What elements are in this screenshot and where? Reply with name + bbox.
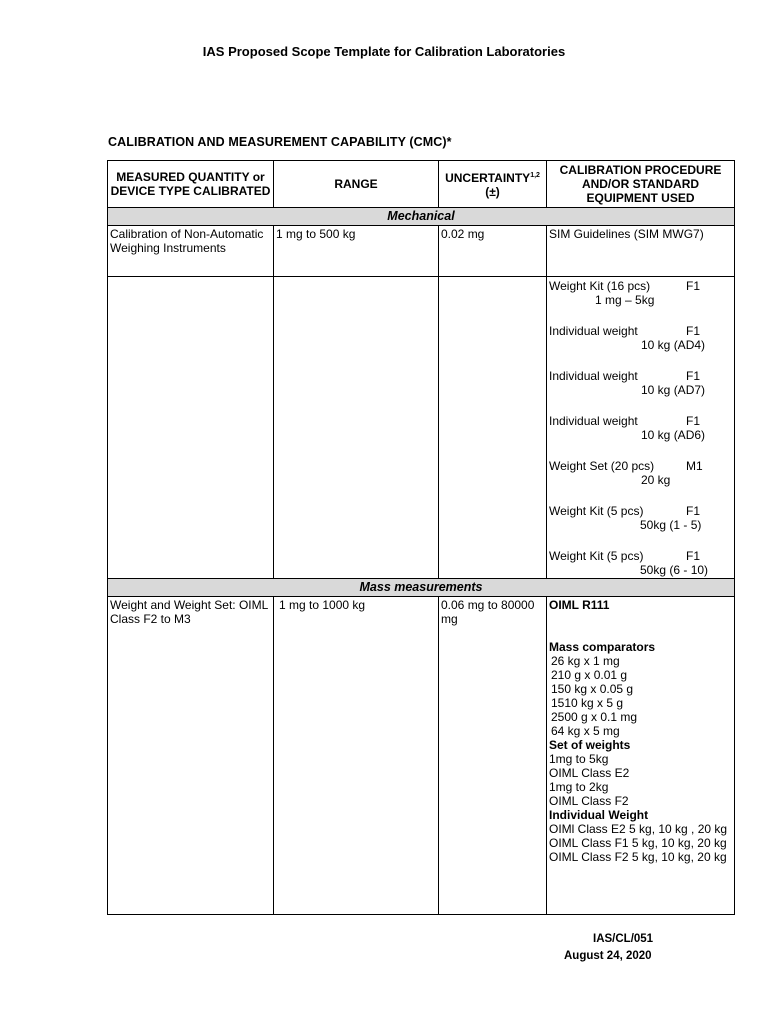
equipment-name: Weight Set (20 pcs)	[549, 459, 655, 473]
comparators-heading: Mass comparators	[549, 640, 656, 654]
header-uncertainty-footnote: 1,2	[530, 172, 540, 179]
header-range: RANGE	[274, 161, 439, 208]
section-title: CALIBRATION AND MEASUREMENT CAPABILITY (CMC)*	[108, 135, 452, 149]
document-code: IAS/CL/051	[593, 933, 654, 945]
equipment-class: F1	[686, 279, 701, 293]
equipment-range: 10 kg (AD6)	[641, 428, 706, 442]
equipment-class: F1	[686, 549, 701, 563]
cell-range: 1 mg to 1000 kg	[274, 597, 439, 915]
comparator-item: 64 kg x 5 mg	[551, 724, 620, 738]
header-uncertainty	[439, 161, 547, 208]
comparator-item: 210 g x 0.01 g	[551, 668, 628, 682]
equipment-name: Weight Kit (5 pcs)	[549, 549, 644, 563]
set-of-weights-line: OIML Class F2	[549, 794, 629, 808]
category-row-mechanical	[108, 208, 735, 226]
set-of-weights-line: 1mg to 5kg	[549, 752, 609, 766]
cell-uncertainty: 0.02 mg	[439, 226, 547, 277]
category-mass-measurements: Mass measurements	[108, 579, 735, 597]
cell-quantity-empty	[108, 277, 274, 579]
category-mechanical: Mechanical	[108, 208, 735, 226]
document-title: IAS Proposed Scope Template for Calibration Laboratories	[202, 44, 566, 59]
cell-procedure	[547, 597, 735, 915]
header-uncertainty-sign: (±)	[485, 185, 500, 199]
equipment-item	[549, 459, 732, 487]
equipment-class: F1	[686, 369, 701, 383]
equipment-item	[549, 279, 732, 307]
cell-quantity: Calibration of Non-Automatic Weighing Instruments	[108, 226, 274, 277]
cell-procedure: SIM Guidelines (SIM MWG7)	[547, 226, 735, 277]
equipment-class: M1	[686, 459, 703, 473]
cmc-table	[107, 160, 735, 915]
cell-range: 1 mg to 500 kg	[274, 226, 439, 277]
document-date: August 24, 2020	[564, 950, 652, 962]
comparator-item: 26 kg x 1 mg	[551, 654, 620, 668]
equipment-range: 10 kg (AD4)	[641, 338, 706, 352]
equipment-range: 50kg (6 - 10)	[640, 563, 709, 577]
individual-weight-line: OIMl Class E2 5 kg, 10 kg , 20 kg	[549, 822, 728, 836]
equipment-class: F1	[686, 504, 701, 518]
equipment-range: 1 mg – 5kg	[595, 293, 655, 307]
equipment-range: 10 kg (AD7)	[641, 383, 706, 397]
cell-uncertainty-empty	[439, 277, 547, 579]
table-row	[108, 226, 735, 277]
individual-weight-line: OIML Class F1 5 kg, 10 kg, 20 kg	[549, 836, 727, 850]
cell-uncertainty: 0.06 mg to 80000 mg	[439, 597, 547, 915]
header-uncertainty-label: UNCERTAINTY	[445, 171, 531, 185]
equipment-item	[549, 324, 732, 352]
cell-range-empty	[274, 277, 439, 579]
header-row	[108, 161, 735, 208]
standard-label: OIML R111	[549, 598, 610, 612]
equipment-range: 20 kg	[641, 473, 671, 487]
header-quantity: MEASURED QUANTITY or DEVICE TYPE CALIBRATED	[108, 161, 274, 208]
equipment-name: Weight Kit (16 pcs)	[549, 279, 651, 293]
equipment-class: F1	[686, 324, 701, 338]
equipment-item	[549, 369, 732, 397]
individual-weight-line: OIML Class F2 5 kg, 10 kg, 20 kg	[549, 850, 727, 864]
header-procedure: CALIBRATION PROCEDURE AND/OR STANDARD EQUIPMENT USED	[547, 161, 735, 208]
cell-quantity: Weight and Weight Set: OIML Class F2 to M3	[108, 597, 274, 915]
set-of-weights-heading: Set of weights	[549, 738, 631, 752]
set-of-weights-line: 1mg to 2kg	[549, 780, 609, 794]
equipment-name: Individual weight	[549, 414, 638, 428]
equipment-item	[549, 414, 732, 442]
comparator-item: 150 kg x 0.05 g	[551, 682, 634, 696]
equipment-range: 50kg (1 - 5)	[640, 518, 702, 532]
equipment-name: Individual weight	[549, 324, 638, 338]
set-of-weights-line: OIML Class E2	[549, 766, 630, 780]
table-row	[108, 597, 735, 915]
equipment-name: Individual weight	[549, 369, 638, 383]
equipment-item	[549, 549, 732, 577]
equipment-item	[549, 504, 732, 532]
equipment-name: Weight Kit (5 pcs)	[549, 504, 644, 518]
category-row-mass	[108, 579, 735, 597]
comparator-item: 1510 kg x 5 g	[551, 696, 624, 710]
equipment-class: F1	[686, 414, 701, 428]
individual-weight-heading: Individual Weight	[549, 808, 649, 822]
cell-equipment-list	[547, 277, 735, 579]
table-row	[108, 277, 735, 579]
comparator-item: 2500 g x 0.1 mg	[551, 710, 638, 724]
